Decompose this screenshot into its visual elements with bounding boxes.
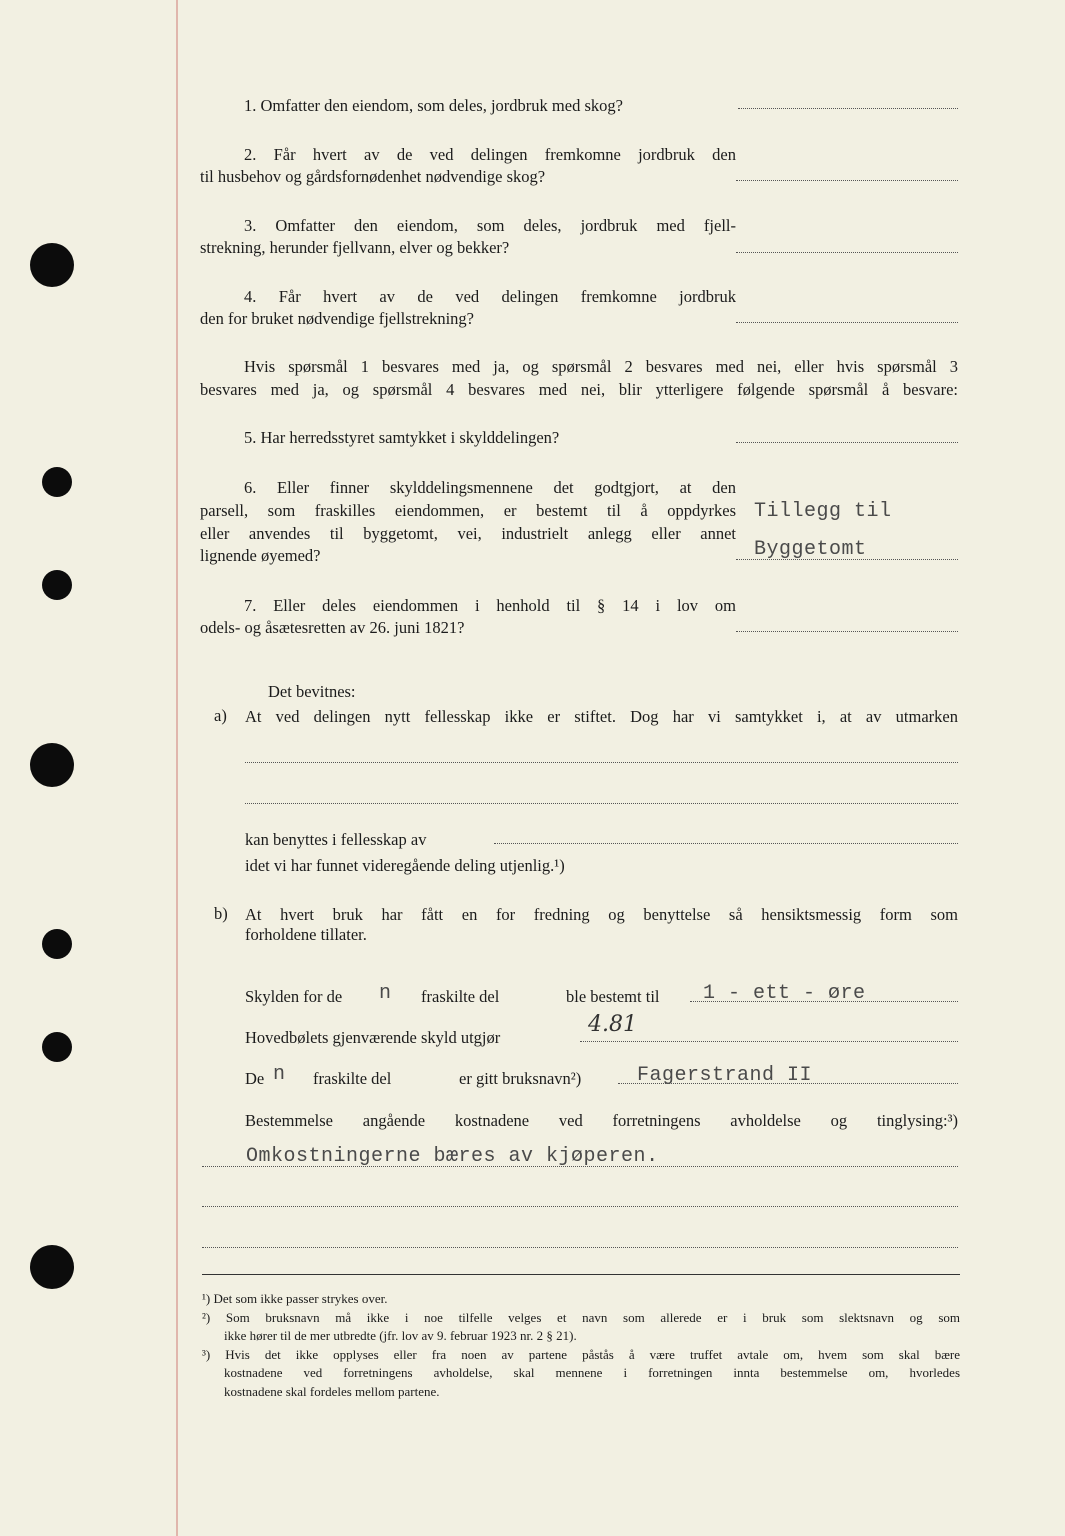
question-3-line-2: strekning, herunder fjellvann, elver og bekker? [200,238,510,257]
bruksnavn-typed-n: n [273,1063,286,1086]
question-6-line-3: eller anvendes til byggetomt, vei, industrielt anlegg eller annet [200,524,736,543]
skylden-label: Skylden for de [245,987,343,1006]
skylden-typed-value: 1 - ett - øre [703,982,866,1005]
item-a-text: At ved delingen nytt fellesskap ikke er stiftet. Dog har vi samtykket i, at av utmarken [245,707,958,726]
cost-line-3 [202,1247,958,1248]
punch-hole [30,1245,74,1289]
answer-line-6 [736,559,958,560]
hovedbol-handwritten-value: 4.81 [588,1012,637,1037]
hovedbol-label: Hovedbølets gjenværende skyld utgjør [245,1028,501,1047]
bruksnavn-fraskilte-del: fraskilte del [313,1069,392,1088]
answer-line-3 [736,252,958,253]
item-b-label: b) [214,904,228,923]
item-b-line-1: At hvert bruk har fått en for fredning og benyttelse så hensiktsmessig form som [245,905,958,924]
hovedbol-line [580,1041,958,1042]
footnote-3-line-1: ³) Hvis det ikke opplyses eller fra noen av partene påstås å være truffet avtale om, hvem som skal bære [202,1347,960,1362]
question-7-line-2: odels- og åsætesretten av 26. juni 1821? [200,618,465,637]
footnote-rule [202,1274,960,1275]
blank-line-a1 [245,762,958,763]
blank-line-a2 [245,803,958,804]
item-b-line-2: forholdene tillater. [245,925,367,944]
footnote-2-line-1: ²) Som bruksnavn må ikke i noe tilfelle velges et navn som allerede er i bruk som slektsnavn og som [202,1310,960,1325]
item-a-closing: idet vi har funnet videregående deling utjenlig.¹) [245,856,565,875]
skylden-bestemt-til: ble bestemt til [566,987,660,1006]
item-a-label: a) [214,706,227,725]
question-1: 1. Omfatter den eiendom, som deles, jordbruk med skog? [244,96,623,115]
item-a-shared-use: kan benyttes i fellesskap av [245,830,427,849]
skylden-fraskilte-del: fraskilte del [421,987,500,1006]
punch-hole [42,1032,72,1062]
punch-hole [30,243,74,287]
cost-typed-value: Omkostningerne bæres av kjøperen. [246,1145,659,1168]
question-2-line-1: 2. Får hvert av de ved delingen fremkomne jordbruk den [244,145,736,164]
bruksnavn-label: er gitt bruksnavn²) [459,1069,582,1088]
cost-provision-label: Bestemmelse angående kostnadene ved forretningens avholdelse og tinglysing:³) [245,1111,958,1130]
punch-hole [30,743,74,787]
bruksnavn-typed-value: Fagerstrand II [637,1064,813,1087]
question-3-line-1: 3. Omfatter den eiendom, som deles, jordbruk med fjell- [244,216,736,235]
answer-line-1 [738,108,958,109]
question-4-line-2: den for bruket nødvendige fjellstrekning? [200,309,474,328]
typed-answer-6-line-2: Byggetomt [754,538,867,561]
condition-line-2: besvares med ja, og spørsmål 4 besvares med nei, blir ytterligere følgende spørsmål å besvare: [200,380,958,399]
margin-line [176,0,178,1536]
question-2-line-2: til husbehov og gårdsfornødenhet nødvendige skog? [200,167,546,186]
punch-hole [42,570,72,600]
answer-line-2 [736,180,958,181]
punch-hole [42,929,72,959]
bruksnavn-label-de: De [245,1069,265,1088]
answer-line-7 [736,631,958,632]
question-6-line-2: parsell, som fraskilles eiendommen, er bestemt til å oppdyrkes [200,501,736,520]
attestation-heading: Det bevitnes: [268,682,356,701]
footnote-3-line-2: kostnadene ved forretningens avholdelse, skal mennene i forretningen innta bestemmelse om, hvorledes [224,1365,960,1380]
footnote-2-line-2: ikke hører til de mer utbredte (jfr. lov av 9. februar 1923 nr. 2 § 21). [224,1328,577,1343]
answer-line-5 [736,442,958,443]
condition-line-1: Hvis spørsmål 1 besvares med ja, og spørsmål 2 besvares med nei, eller hvis spørsmål 3 [244,357,958,376]
question-6-line-1: 6. Eller finner skylddelingsmennene det godtgjort, at den [244,478,736,497]
skylden-typed-n: n [379,982,392,1005]
footnote-3-line-3: kostnadene skal fordeles mellom partene. [224,1384,440,1399]
punch-hole [42,467,72,497]
cost-line-2 [202,1206,958,1207]
question-4-line-1: 4. Får hvert av de ved delingen fremkomne jordbruk [244,287,736,306]
footnote-1: ¹) Det som ikke passer strykes over. [202,1291,388,1306]
typed-answer-6-line-1: Tillegg til [754,500,892,523]
blank-line-shared-use [494,843,958,844]
answer-line-4 [736,322,958,323]
question-5: 5. Har herredsstyret samtykket i skylddelingen? [244,428,560,447]
question-7-line-1: 7. Eller deles eiendommen i henhold til § 14 i lov om [244,596,736,615]
question-6-line-4: lignende øyemed? [200,546,321,565]
